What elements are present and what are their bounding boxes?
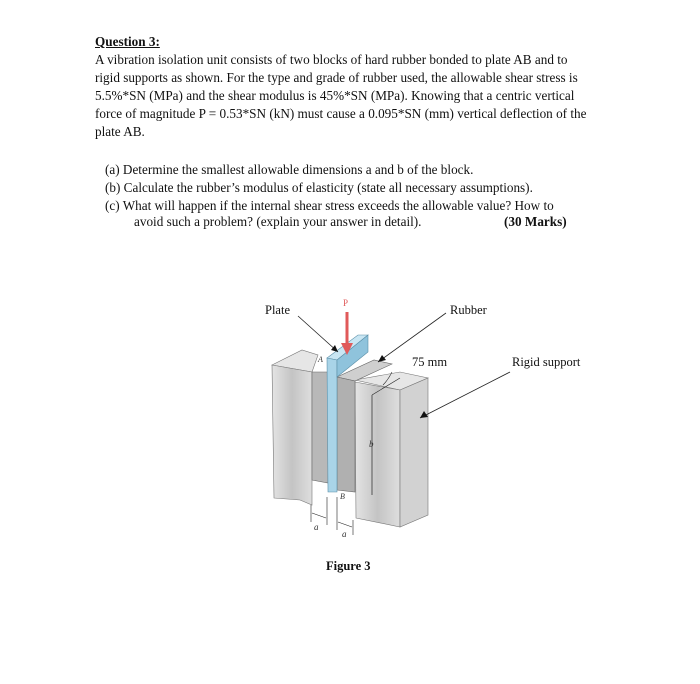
a-dimension-label: a: [342, 529, 347, 539]
a-dimension-label: a: [314, 522, 319, 532]
plate-label: Plate: [265, 303, 290, 317]
b-dimension-label: b: [369, 439, 374, 449]
left-rigid-support: [272, 350, 318, 505]
part-b: (b) Calculate the rubber’s modulus of elasticity (state all necessary assumptions).: [105, 180, 533, 195]
question-title: Question 3:: [95, 34, 160, 49]
paragraph-line: rigid supports as shown. For the type and grade of rubber used, the allowable shear stress is: [95, 70, 578, 85]
paragraph-line: plate AB.: [95, 124, 145, 139]
rubber-label: Rubber: [450, 303, 487, 317]
part-c: (c) What will happen if the internal shear stress exceeds the allowable value? How to: [105, 198, 554, 213]
paragraph-line: force of magnitude P = 0.53*SN (kN) must cause a 0.095*SN (mm) vertical deflection of the: [95, 106, 587, 121]
left-rubber-block: [312, 372, 328, 483]
point-b-label: B: [340, 492, 345, 501]
paragraph-line: A vibration isolation unit consists of two blocks of hard rubber bonded to plate AB and to: [95, 52, 568, 67]
rigid-support-label: Rigid support: [512, 355, 581, 369]
marks-label: (30 Marks): [504, 214, 567, 229]
part-c-continued: avoid such a problem? (explain your answer in detail).: [134, 214, 422, 229]
force-label: P: [343, 298, 349, 308]
part-a: (a) Determine the smallest allowable dimensions a and b of the block.: [105, 162, 474, 177]
paragraph-line: 5.5%*SN (MPa) and the shear modulus is 45%*SN (MPa). Knowing that a centric vertical: [95, 88, 575, 103]
point-a-label: A: [318, 355, 323, 364]
dimension-75mm-label: 75 mm: [412, 355, 448, 369]
figure-caption: Figure 3: [326, 559, 371, 573]
right-rigid-support: [355, 372, 428, 527]
